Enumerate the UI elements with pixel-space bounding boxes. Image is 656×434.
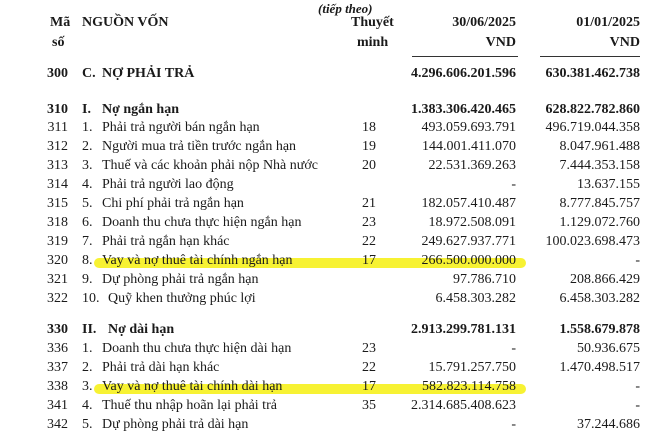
row-note: 20 — [362, 158, 376, 173]
row-number: 1. — [82, 341, 93, 356]
row-number: 10. — [82, 291, 100, 306]
row-number: 5. — [82, 417, 93, 432]
row-number: 4. — [82, 177, 93, 192]
header-rule-2 — [540, 56, 640, 57]
row-name: Thuế thu nhập hoãn lại phải trả — [102, 398, 277, 413]
row-name: Phải trả người bán ngắn hạn — [102, 120, 260, 135]
continued-note: (tiếp theo) — [318, 1, 373, 16]
row-value-prior: 496.719.044.358 — [545, 120, 640, 135]
row-value-prior: - — [635, 398, 640, 413]
row-value-current: 22.531.369.263 — [428, 158, 516, 173]
table-row — [0, 270, 656, 289]
row-name: Chi phí phải trả ngắn hạn — [102, 196, 244, 211]
table-row — [0, 251, 656, 270]
table-row — [0, 339, 656, 358]
row-code: 322 — [47, 291, 68, 306]
header-code-line2: số — [52, 35, 65, 50]
row-value-current: - — [511, 417, 516, 432]
row-note: 35 — [362, 398, 376, 413]
row-note: 21 — [362, 196, 376, 211]
table-row — [0, 232, 656, 251]
row-name: NỢ PHẢI TRẢ — [102, 66, 195, 81]
row-code: 320 — [47, 253, 68, 268]
row-code: 319 — [47, 234, 68, 249]
row-value-current: 18.972.508.091 — [428, 215, 516, 230]
row-value-prior: 50.936.675 — [577, 341, 640, 356]
row-value-prior: 7.444.353.158 — [559, 158, 640, 173]
table-row — [0, 396, 656, 415]
row-value-current: 2.913.299.781.131 — [411, 322, 516, 337]
header-unit1: VND — [485, 35, 516, 50]
row-value-prior: 6.458.303.282 — [559, 291, 640, 306]
table-row — [0, 137, 656, 156]
row-name: Người mua trả tiền trước ngắn hạn — [102, 139, 297, 154]
row-code: 300 — [47, 66, 68, 81]
table-row — [0, 175, 656, 194]
row-value-prior: 630.381.462.738 — [545, 66, 640, 81]
row-value-current: 582.823.114.758 — [422, 379, 516, 394]
row-value-current: 97.786.710 — [453, 272, 516, 287]
row-name: Vay và nợ thuê tài chính dài hạn — [102, 379, 283, 394]
row-name: Phải trả dài hạn khác — [102, 360, 220, 375]
row-note: 19 — [362, 139, 376, 154]
header-code-line1: Mã — [50, 15, 71, 30]
row-name: Vay và nợ thuê tài chính ngắn hạn — [102, 253, 293, 268]
row-name: Quỹ khen thưởng phúc lợi — [108, 291, 256, 306]
row-value-current: 15.791.257.750 — [428, 360, 516, 375]
row-value-current: 1.383.306.420.465 — [411, 102, 516, 117]
header-note-line2: minh — [357, 35, 389, 50]
table-row — [0, 213, 656, 232]
row-note: 22 — [362, 360, 376, 375]
header-unit2: VND — [609, 35, 640, 50]
row-note: 17 — [362, 253, 376, 268]
row-number: 9. — [82, 272, 93, 287]
row-note: 23 — [362, 341, 376, 356]
row-value-prior: - — [635, 253, 640, 268]
row-name: Nợ ngắn hạn — [102, 102, 180, 117]
row-number: 6. — [82, 215, 93, 230]
row-number: 3. — [82, 158, 93, 173]
row-value-prior: 1.558.679.878 — [559, 322, 640, 337]
row-value-prior: 37.244.686 — [577, 417, 640, 432]
row-name: Phải trả ngắn hạn khác — [102, 234, 230, 249]
row-code: 318 — [47, 215, 68, 230]
row-code: 312 — [47, 139, 68, 154]
row-value-current: 266.500.000.000 — [421, 253, 516, 268]
row-note: 22 — [362, 234, 376, 249]
row-number: 3. — [82, 379, 93, 394]
row-code: 311 — [47, 120, 68, 135]
row-value-prior: 208.866.429 — [570, 272, 640, 287]
table-row — [0, 156, 656, 175]
row-code: 321 — [47, 272, 68, 287]
row-code: 337 — [47, 360, 68, 375]
row-value-prior: 100.023.698.473 — [545, 234, 640, 249]
row-value-current: - — [511, 177, 516, 192]
row-code: 342 — [47, 417, 68, 432]
row-code: 341 — [47, 398, 68, 413]
row-value-current: 6.458.303.282 — [435, 291, 516, 306]
row-name: Doanh thu chưa thực hiện ngắn hạn — [102, 215, 302, 230]
row-code: 313 — [47, 158, 68, 173]
table-row — [0, 358, 656, 377]
row-note: 17 — [362, 379, 376, 394]
row-value-current: 144.001.411.070 — [422, 139, 516, 154]
row-note: 18 — [362, 120, 376, 135]
row-code: 338 — [47, 379, 68, 394]
table-row — [0, 100, 656, 119]
row-name: Phải trả người lao động — [102, 177, 234, 192]
row-value-prior: - — [635, 379, 640, 394]
row-name: Doanh thu chưa thực hiện dài hạn — [102, 341, 292, 356]
table-row — [0, 289, 656, 308]
row-number: 8. — [82, 253, 93, 268]
row-number: II. — [82, 322, 97, 337]
row-code: 314 — [47, 177, 68, 192]
row-value-prior: 13.637.155 — [577, 177, 640, 192]
row-value-prior: 1.129.072.760 — [559, 215, 640, 230]
table-row — [0, 118, 656, 137]
row-name: Dự phòng phải trả dài hạn — [102, 417, 249, 432]
header-date1: 30/06/2025 — [452, 15, 516, 30]
row-value-prior: 8.777.845.757 — [559, 196, 640, 211]
row-name: Nợ dài hạn — [108, 322, 175, 337]
row-name: Dự phòng phải trả ngắn hạn — [102, 272, 259, 287]
table-row — [0, 64, 656, 83]
row-number: 7. — [82, 234, 93, 249]
row-value-current: 249.627.937.771 — [421, 234, 516, 249]
header-source: NGUỒN VỐN — [82, 15, 169, 30]
row-code: 315 — [47, 196, 68, 211]
row-name: Thuế và các khoản phải nộp Nhà nước — [102, 158, 318, 173]
row-code: 336 — [47, 341, 68, 356]
table-row — [0, 377, 656, 396]
row-value-current: - — [511, 341, 516, 356]
header-rule-1 — [412, 56, 518, 57]
row-value-current: 4.296.606.201.596 — [411, 66, 516, 81]
row-number: 1. — [82, 120, 93, 135]
row-number: 2. — [82, 360, 93, 375]
row-value-prior: 628.822.782.860 — [545, 102, 640, 117]
row-number: 4. — [82, 398, 93, 413]
table-row — [0, 320, 656, 339]
row-number: 2. — [82, 139, 93, 154]
table-row — [0, 194, 656, 213]
header-note-line1: Thuyết — [351, 15, 394, 30]
row-value-current: 493.059.693.791 — [421, 120, 516, 135]
row-number: I. — [82, 102, 91, 117]
row-note: 23 — [362, 215, 376, 230]
row-value-current: 2.314.685.408.623 — [411, 398, 516, 413]
row-value-current: 182.057.410.487 — [421, 196, 516, 211]
row-value-prior: 1.470.498.517 — [559, 360, 640, 375]
row-code: 330 — [47, 322, 68, 337]
row-number: 5. — [82, 196, 93, 211]
header-date2: 01/01/2025 — [576, 15, 640, 30]
row-number: C. — [82, 66, 96, 81]
row-code: 310 — [47, 102, 68, 117]
row-value-prior: 8.047.961.488 — [559, 139, 640, 154]
